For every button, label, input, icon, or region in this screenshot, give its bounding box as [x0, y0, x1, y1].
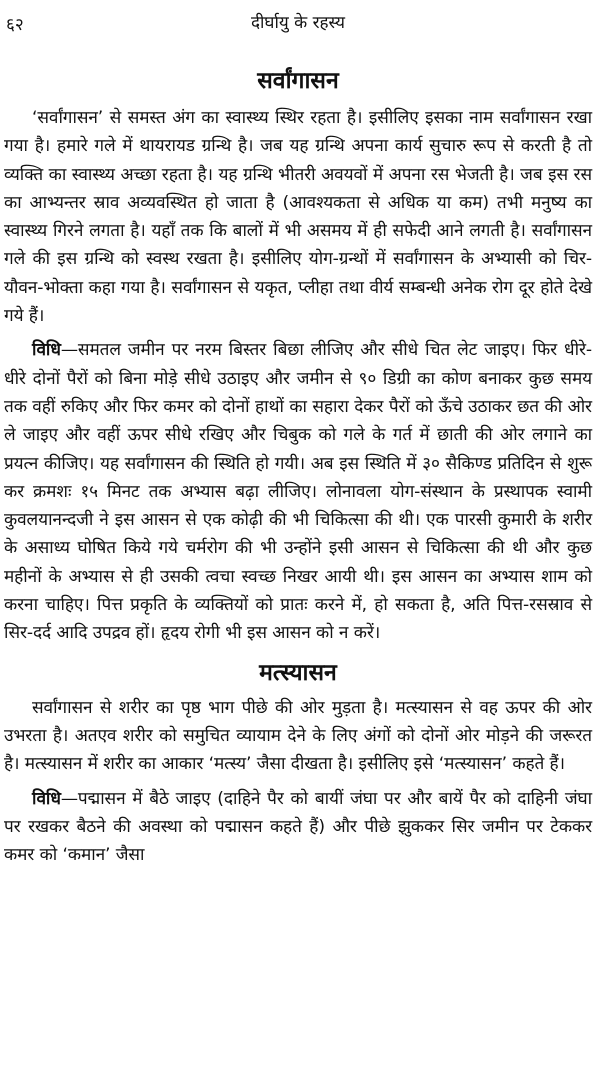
- section-matsyasana: [4, 658, 592, 870]
- running-head: [4, 12, 592, 42]
- paragraph-lead: विधि: [32, 340, 61, 361]
- section-sarvangasana: [4, 66, 592, 648]
- paragraph: [4, 694, 592, 779]
- paragraph-text: —समतल जमीन पर नरम बिस्तर बिछा लीजिए और सीधे चित लेट जाइए। फिर धीरे-धीरे दोनों पैरों को बिना मोड़े सीधे उठाइए और जमीन से ९० डिग्री का कोण बनाकर कुछ समय तक वहीं रुकिए और फिर कमर को दोनों हाथों का सहारा देकर पैरों को ऊँचे उठाकर छत की ओर ले जाइए और वहीं ऊपर सीधे रखिए और चिबुक को गले के गर्त में छाती की ओर लगाने का प्रयत्न कीजिए। यह सर्वांगासन की स्थिति हो गयी। अब इस स्थिति में ३० सैकिण्ड प्रतिदिन से शुरू कर क्रमशः १५ मिनट तक अभ्यास बढ़ा लीजिए। लोनावला योग-संस्थान के प्रस्थापक स्वामी कुवलयानन्दजी ने इस आसन से एक कोढ़ी की भी चिकित्सा की थी। एक पारसी कुमारी के शरीर के असाध्य घोषित किये गये चर्मरोग की भी उन्होंने इसी आसन से चिकित्सा की थी और कुछ महीनों के अभ्यास से ही उसकी त्वचा स्वच्छ निखर आयी थी। इस आसन का अभ्यास शाम को करना चाहिए। पित्त प्रकृति के व्यक्तियों को प्रातः करने में, हो सकता है, अति पित्त-रसस्राव से सिर-दर्द आदि उपद्रव हों। हृदय रोगी भी इस आसन को न करें।: [4, 340, 592, 644]
- section-heading: सर्वांगासन: [257, 68, 339, 94]
- paragraph: [4, 785, 592, 870]
- paragraph: [4, 336, 592, 647]
- page-number: ६२: [6, 15, 24, 35]
- paragraph-text: —पद्मासन में बैठे जाइए (दाहिने पैर को बायीं जंघा पर और बायें पैर को दाहिनी जंघा पर रखकर बैठने की अवस्था को पद्मासन कहते हैं) और पीछे झुककर सिर जमीन पर टेककर कमर को ‘कमान’ जैसा: [4, 788, 592, 866]
- paragraph: [4, 104, 592, 330]
- section-heading: मत्स्यासन: [259, 659, 337, 686]
- paragraph-text: सर्वांगासन से शरीर का पृष्ठ भाग पीछे की ओर मुड़ता है। मत्स्यासन से वह ऊपर की ओर उभरता है। अतएव शरीर को समुचित व्यायाम देने के लिए अंगों को दोनों ओर मोड़ने की जरूरत है। मत्स्यासन में शरीर का आकार ‘मत्स्य’ जैसा दीखता है। इसीलिए इसे ‘मत्स्यासन’ कहते हैं।: [4, 697, 592, 775]
- paragraph-text: ‘सर्वांगासन’ से समस्त अंग का स्वास्थ्य स्थिर रहता है। इसीलिए इसका नाम सर्वांगासन रखा गया है। हमारे गले में थायरायड ग्रन्थि है। जब यह ग्रन्थि अपना कार्य सुचारु रूप से करती है तो व्यक्ति का स्वास्थ्य अच्छा रहता है। यह ग्रन्थि भीतरी अवयवों में अपना रस भेजती है। जब इस रस का आभ्यन्तर स्राव अव्यवस्थित हो जाता है (आवश्यकता से अधिक या कम) तभी मनुष्य का स्वास्थ्य गिरने लगता है। यहाँ तक कि बालों में भी असमय में ही सफेदी आने लगती है। सर्वांगासन गले की इस ग्रन्थि को स्वस्थ रखता है। इसीलिए योग-ग्रन्थों में सर्वांगासन के अभ्यासी को चिर-यौवन-भोक्ता कहा गया है। सर्वांगासन से यकृत, प्लीहा तथा वीर्य सम्बन्धी अनेक रोग दूर होते देखे गये हैं।: [4, 108, 592, 327]
- paragraph-lead: विधि: [32, 788, 61, 809]
- running-title: दीर्घायु के रहस्य: [250, 13, 346, 33]
